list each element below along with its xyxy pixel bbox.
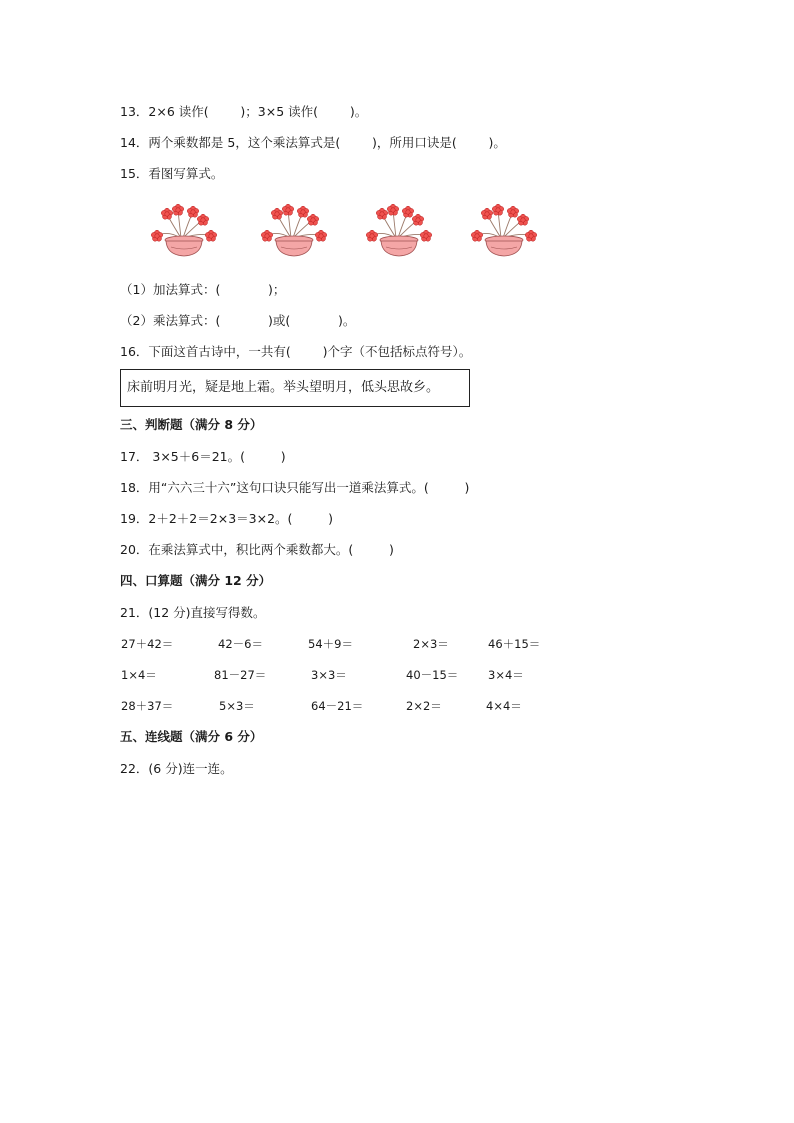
calc-item: 40－15＝	[406, 668, 459, 682]
calc-item: 64－21＝	[311, 699, 364, 713]
calc-item: 1×4＝	[121, 668, 157, 682]
calc-item: 81－27＝	[214, 668, 267, 682]
section-3-heading: 三、判断题（满分 8 分）	[120, 417, 263, 432]
question-19: 19．2＋2＋2＝2×3＝3×2。( )	[120, 511, 334, 526]
calc-item: 2×2＝	[406, 699, 442, 713]
question-14: 14．两个乘数都是 5，这个乘法算式是( )，所用口诀是( )。	[120, 135, 506, 150]
question-16: 16．下面这首古诗中，一共有( )个字（不包括标点符号）。	[120, 344, 472, 359]
calc-item: 3×4＝	[488, 668, 524, 682]
calc-item: 54＋9＝	[308, 637, 353, 651]
calc-item: 28＋37＝	[121, 699, 174, 713]
poem-box: 床前明月光，疑是地上霜。举头望明月，低头思故乡。	[120, 369, 470, 407]
question-15-part-1: （1）加法算式：( )；	[120, 282, 286, 297]
question-17: 17． 3×5＋6＝21。( )	[120, 449, 286, 464]
calc-item: 42－6＝	[218, 637, 263, 651]
question-15: 15．看图写算式。	[120, 166, 224, 181]
calc-item: 27＋42＝	[121, 637, 174, 651]
section-5-heading: 五、连线题（满分 6 分）	[120, 729, 263, 744]
calc-item: 4×4＝	[486, 699, 522, 713]
flower-pots-illustration	[145, 200, 555, 265]
question-15-part-2: （2）乘法算式：( )或( )。	[120, 313, 356, 328]
question-22: 22．(6 分)连一连。	[120, 761, 233, 776]
question-18: 18．用“六六三十六”这句口诀只能写出一道乘法算式。( )	[120, 480, 470, 495]
flower-pot-2	[261, 204, 326, 256]
calc-item: 2×3＝	[413, 637, 449, 651]
calc-item: 5×3＝	[219, 699, 255, 713]
question-20: 20．在乘法算式中，积比两个乘数都大。( )	[120, 542, 394, 557]
question-13: 13．2×6 读作( )；3×5 读作( )。	[120, 104, 368, 119]
calc-item: 46＋15＝	[488, 637, 541, 651]
flower-pot-1	[151, 204, 216, 256]
calc-item: 3×3＝	[311, 668, 347, 682]
flower-pot-4	[471, 204, 536, 256]
section-4-heading: 四、口算题（满分 12 分）	[120, 573, 272, 588]
question-21: 21．(12 分)直接写得数。	[120, 605, 266, 620]
flower-pot-3	[366, 204, 431, 256]
